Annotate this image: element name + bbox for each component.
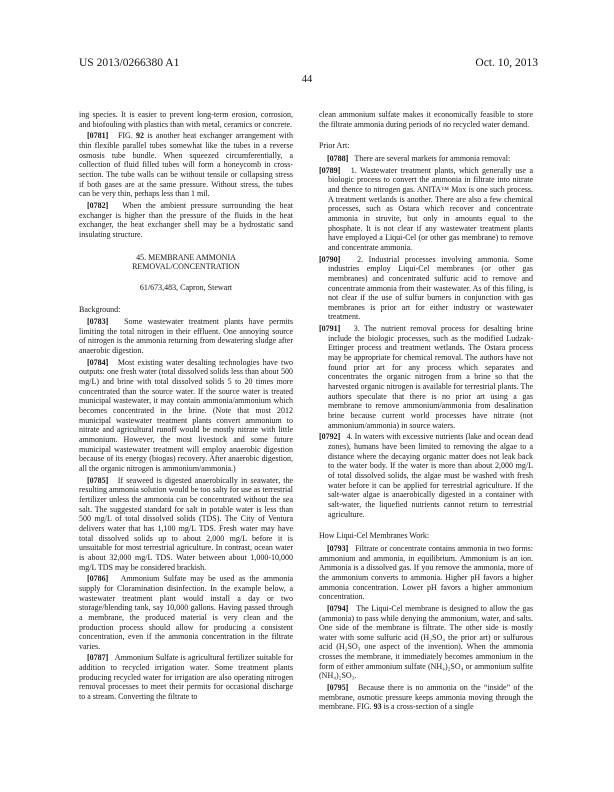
paragraph-0786: [0786] Ammonium Sulfate may be used as the ammonia supply for Cloramination disinfection. In the example below, a wastewater treatment plant would install a day or two storage/blending tank, say 10,000 gallons. Having passed through a membrane, the produced material is very clean and the production process should allow for producing a consistent concentration, even if the ammonia concentration in the filtrate varies. bbox=[79, 574, 293, 651]
paragraph-0790: [0790] 2. Industrial processes involving ammonia. Some industries employ Liqui-Cel membranes (or other gas membranes) and concentrated sulfuric acid to remove and concentrate ammonia from their wastewater. As of this filing, is not clear if the use of sulfur burners in conjunction with gas membranes is prior art for either industry or wastewater treatment. bbox=[319, 254, 533, 322]
publication-number: US 2013/0266380 A1 bbox=[79, 57, 180, 69]
side-heading: Background: bbox=[79, 304, 121, 314]
paragraph-0781: [0781] FIG. 92 is another heat exchanger arrangement with thin flexible parallel tubes somewhat like the tubes in a reverse osmosis tube bundle. When squeezed circumferentially, a collection of fluid filled tubes will form a honeycomb in cross-section. The tube walls can be without tensile or collapsing stress if both gases are at the same pressure. Without stress, the tubes can be very thin, perhaps less than 1 mil. bbox=[79, 131, 293, 199]
paragraph-0783: [0783] Some wastewater treatment plants have permits limiting the total nitrogen in their effluent. One annoying source of nitrogen is the ammonia returning from dewatering sludge after anaerobic digestion. bbox=[79, 317, 293, 356]
publication-date: Oct. 10, 2013 bbox=[475, 57, 538, 69]
page-number: 44 bbox=[301, 74, 313, 85]
paragraph-0795: [0795] Because there is no ammonia on the “inside” of the membrane, osmotic pressure keeps ammonia moving through the membrane. FIG. 93 is a cross-section of a single bbox=[319, 683, 533, 712]
paragraph-0789: [0789] 1. Wastewater treatment plants, which generally use a biologic process to convert the ammonia in filtrate into nitrate and thence to nitrogen gas. ANITA™ Mox is one such process. A treatment wetlands is another. There are also a few chemical processes, such as Ostara which recover and concentrate ammonia in struvite, but only in amounts equal to the phosphate. It is not clear if any wastewater treatment plants have employed a Liqui-Cel (or other gas membrane) to remove and concentrate ammonia. bbox=[319, 165, 533, 252]
paragraph: clean ammonium sulfate makes it economically feasible to store the filtrate ammonia during periods of no recycled water demand. bbox=[319, 110, 533, 129]
section-heading: 45. MEMBRANE AMMONIA REMOVAL/CONCENTRATION bbox=[132, 252, 240, 272]
column-left bbox=[79, 110, 293, 712]
paragraph: ing species. It is easier to prevent long-term erosion, corrosion, and biofouling with plastics than with metal, ceramics or concrete. bbox=[79, 110, 293, 129]
side-heading: Prior Art: bbox=[319, 141, 350, 151]
text-columns bbox=[79, 110, 533, 712]
paragraph-0791: [0791] 3. The nutrient removal process for desalting brine include the biologic processes, such as the modified Ludzak-Ettinger process and treatment wetlands. The Ostara process may be appropriate for chemical removal. The authors have not found prior art for any process which separates and concentrates the organic nitrogen from a brine so that the harvested organic nitrogen is available for terrestrial plants. The authors speculate that there is no prior art using a gas membrane to remove ammonium/ammonia from desalination brine because current world processes have nitrate (not ammonium/ammonia) in source waters. bbox=[319, 324, 533, 430]
page-header bbox=[79, 57, 538, 69]
paragraph-0794: [0794] The Liqui-Cel membrane is designed to allow the gas (ammonia) to pass while denying the ammonium, water, and salts. One side of the membrane is filtrate. The other side is mostly water with some sulfuric acid (H₂SO₄ the prior art) or sulfurous acid (H₂SO₃ one aspect of the invention). When the ammonia crosses the membrane, it immediately becomes ammonium in the form of either ammonium sulfate (NH₄)₂SO₄ or ammonium sulfite (NH₄)₂SO₃. bbox=[319, 603, 533, 681]
paragraph-0782: [0782] When the ambient pressure surrounding the heat exchanger is higher than the pressure of the fluids in the heat exchanger, the heat exchanger shell may be a hydrostatic sand insulating structure. bbox=[79, 200, 293, 239]
paragraph-0784: [0784] Most existing water desalting technologies have two outputs: one fresh water (total dissolved solids less than about 500 mg/L) and brine with total dissolved solids 5 to 20 times more concentrated than the source water. If the source water is treated municipal wastewater, it may contain ammonia/ammonium which becomes concentrated in the brine. (Note that most 2012 municipal wastewater treatment plants convert ammonium to nitrate and agricultural runoff would be mostly nitrate with little ammonium. However, the most livestock and some future municipal wastewater treatment will employ anaerobic digestion because of its energy (biogas) recovery. After anaerobic digestion, all the organic nitrogen is ammonium/ammonia.) bbox=[79, 357, 293, 473]
column-right bbox=[319, 110, 533, 712]
paragraph-0788: [0788] There are several markets for ammonia removal: bbox=[327, 153, 511, 163]
paragraph-0793: [0793] Filtrate or concentrate contains ammonia in two forms: ammonium and ammonia, in equilibrium. Ammonium is an ion. Ammonia is a dissolved gas. If you remove the ammonia, more of the ammonium converts to ammonia. Higher pH favors a higher ammonia concentration. Lower pH favors a higher ammonium concentration. bbox=[319, 543, 533, 602]
paragraph-0792: [0792] 4. In waters with excessive nutrients (lake and ocean dead zones), humans have been limited to removing the algae to a distance where the decaying organic matter does not leak back to the water body. If the water is more than about 2,000 mg/L of total dissolved solids, the algae must be washed with fresh water before it can be applied for terrestrial agriculture. If the salt-water algae is anaerobically digested in a container with salt-water, the liquefied nutrients cannot return to terrestrial agriculture. bbox=[319, 432, 533, 519]
paragraph-0785: [0785] If seaweed is digested anaerobically in seawater, the resulting ammonia solution would be too salty for use as terrestrial fertilizer unless the ammonia can be concentrated without the sea salt. The suggested standard for salt in potable water is less than 500 mg/L of total dissolved solids (TDS). The City of Ventura delivers water that has 1,100 mg/L TDS. Fresh water may have total dissolved solids up to about 2,000 mg/L before it is unsuitable for most terrestrial agriculture. In contrast, ocean water is about 32,000 mg/L TDS. Water between about 1,000-10,000 mg/L TDS may be considered brackish. bbox=[79, 475, 293, 572]
side-heading: How Liqui-Cel Membranes Work: bbox=[319, 531, 430, 541]
application-reference: 61/673,483, Capron, Stewart bbox=[139, 282, 233, 292]
paragraph-0787: [0787] Ammonium Sulfate is agricultural fertilizer suitable for addition to recycled irrigation water. Some treatment plants producing recycled water for irrigation are also operating nitrogen removal processes to meet their permits for occasional discharge to a stream. Converting the filtrate to bbox=[79, 653, 293, 702]
